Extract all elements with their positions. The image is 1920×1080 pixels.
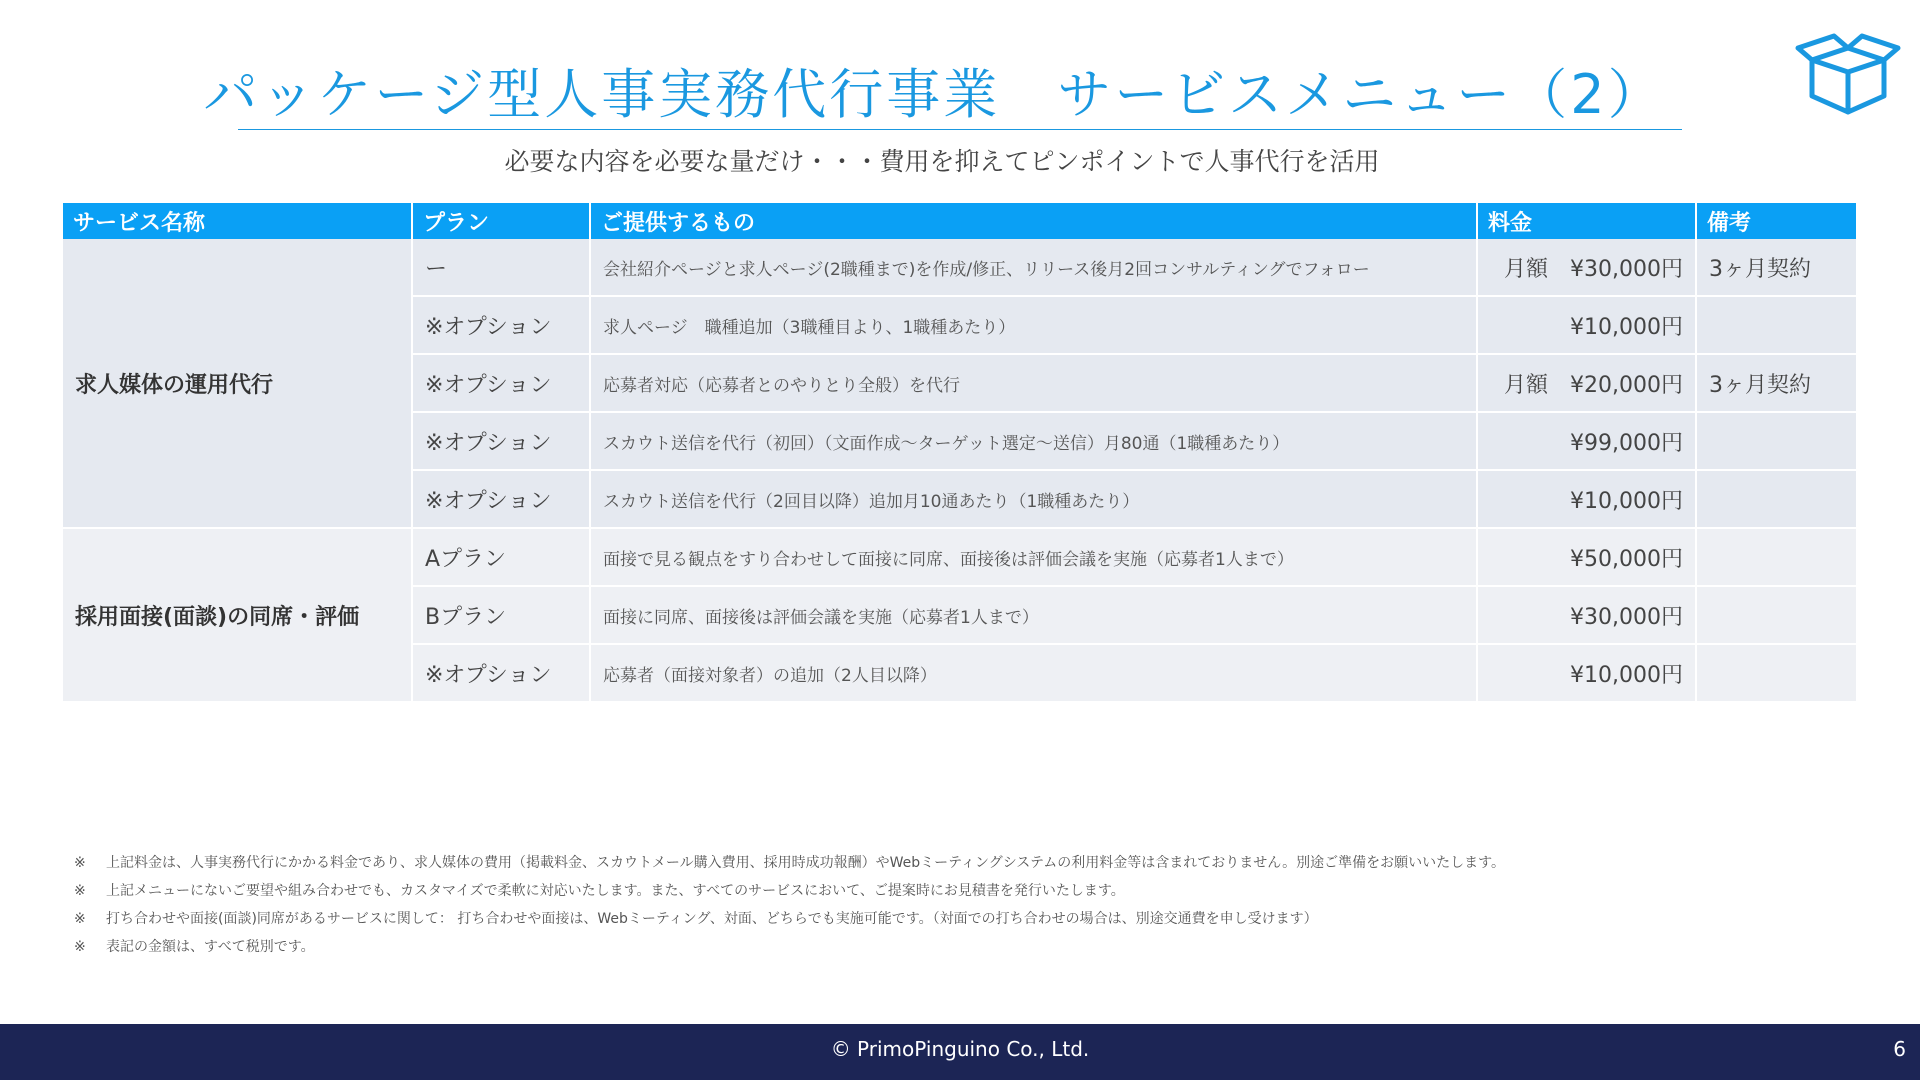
page-subtitle: 必要な内容を必要な量だけ・・・費用を抑えてピンポイントで人事代行を活用	[504, 147, 1380, 176]
page-title: パッケージ型人事実務代行事業 サービスメニュー（2）	[203, 63, 1665, 126]
table-row	[63, 528, 1857, 586]
footnote-text: 上記料金は、人事実務代行にかかる料金であり、求人媒体の費用（掲載料金、スカウトメール購入費用、採用時成功報酬）やWebミーティングシステムの利用料金等は含まれておりません。別途ご準備をお願いいたします。	[106, 855, 1506, 871]
content-cell: 会社紹介ページと求人ページ(2職種まで)を作成/修正、リリース後月2回コンサルティングでフォロー	[590, 239, 1477, 296]
note-cell	[1696, 528, 1857, 586]
footnote-item	[74, 905, 1854, 933]
content-cell: 面接で見る観点をすり合わせして面接に同席、面接後は評価会議を実施（応募者1人まで）	[590, 528, 1477, 586]
content-cell: 応募者（面接対象者）の追加（2人目以降）	[590, 644, 1477, 702]
plan-cell: Aプラン	[412, 528, 590, 586]
footnote-item	[74, 877, 1854, 905]
fee-cell: 月額 ¥20,000円	[1477, 354, 1696, 412]
note-cell	[1696, 644, 1857, 702]
note-cell: 3ヶ月契約	[1696, 239, 1857, 296]
note-cell	[1696, 296, 1857, 354]
footnote-text: 打ち合わせや面接(面談)同席があるサービスに関して： 打ち合わせや面接は、Webミーティング、対面、どちらでも実施可能です。（対面での打ち合わせの場合は、別途交通費を申し受けます）	[106, 911, 1318, 927]
footnote-mark: ※	[74, 855, 86, 871]
plan-cell: ※オプション	[412, 354, 590, 412]
note-cell	[1696, 412, 1857, 470]
fee-cell: 月額 ¥30,000円	[1477, 239, 1696, 296]
service-name-cell: 求人媒体の運用代行	[63, 239, 412, 528]
footer-bar	[0, 1024, 1920, 1080]
table-row	[63, 239, 1857, 296]
fee-cell: ¥10,000円	[1477, 296, 1696, 354]
service-menu-table	[63, 203, 1858, 703]
page-number: 6	[1893, 1037, 1906, 1061]
footnotes	[74, 849, 1854, 961]
note-cell	[1696, 586, 1857, 644]
header-content: ご提供するもの	[590, 203, 1477, 239]
fee-cell: ¥10,000円	[1477, 470, 1696, 528]
fee-cell: ¥30,000円	[1477, 586, 1696, 644]
plan-cell: ※オプション	[412, 470, 590, 528]
content-cell: 応募者対応（応募者とのやりとり全般）を代行	[590, 354, 1477, 412]
footnote-item	[74, 933, 1854, 961]
footnote-mark: ※	[74, 883, 86, 899]
header-plan: プラン	[412, 203, 590, 239]
footnote-mark: ※	[74, 939, 86, 955]
content-cell: 面接に同席、面接後は評価会議を実施（応募者1人まで）	[590, 586, 1477, 644]
fee-cell: ¥50,000円	[1477, 528, 1696, 586]
header-fee: 料金	[1477, 203, 1696, 239]
footnote-item	[74, 849, 1854, 877]
footnote-mark: ※	[74, 911, 86, 927]
copyright-text: © PrimoPinguino Co., Ltd.	[830, 1037, 1090, 1061]
open-box-icon	[1794, 22, 1902, 116]
footnote-text: 表記の金額は、すべて税別です。	[106, 939, 315, 955]
plan-cell: ー	[412, 239, 590, 296]
note-cell	[1696, 470, 1857, 528]
fee-cell: ¥10,000円	[1477, 644, 1696, 702]
note-cell: 3ヶ月契約	[1696, 354, 1857, 412]
header-service-name: サービス名称	[63, 203, 412, 239]
fee-cell: ¥99,000円	[1477, 412, 1696, 470]
plan-cell: ※オプション	[412, 412, 590, 470]
title-underline	[238, 129, 1682, 130]
plan-cell: Bプラン	[412, 586, 590, 644]
plan-cell: ※オプション	[412, 644, 590, 702]
footnote-text: 上記メニューにないご要望や組み合わせでも、カスタマイズで柔軟に対応いたします。また、すべてのサービスにおいて、ご提案時にお見積書を発行いたします。	[106, 883, 1125, 899]
service-name-cell: 採用面接(面談)の同席・評価	[63, 528, 412, 702]
content-cell: 求人ページ 職種追加（3職種目より、1職種あたり）	[590, 296, 1477, 354]
plan-cell: ※オプション	[412, 296, 590, 354]
content-cell: スカウト送信を代行（2回目以降）追加月10通あたり（1職種あたり）	[590, 470, 1477, 528]
content-cell: スカウト送信を代行（初回）（文面作成〜ターゲット選定〜送信）月80通（1職種あたり）	[590, 412, 1477, 470]
table-header-row	[63, 203, 1857, 239]
header-note: 備考	[1696, 203, 1857, 239]
